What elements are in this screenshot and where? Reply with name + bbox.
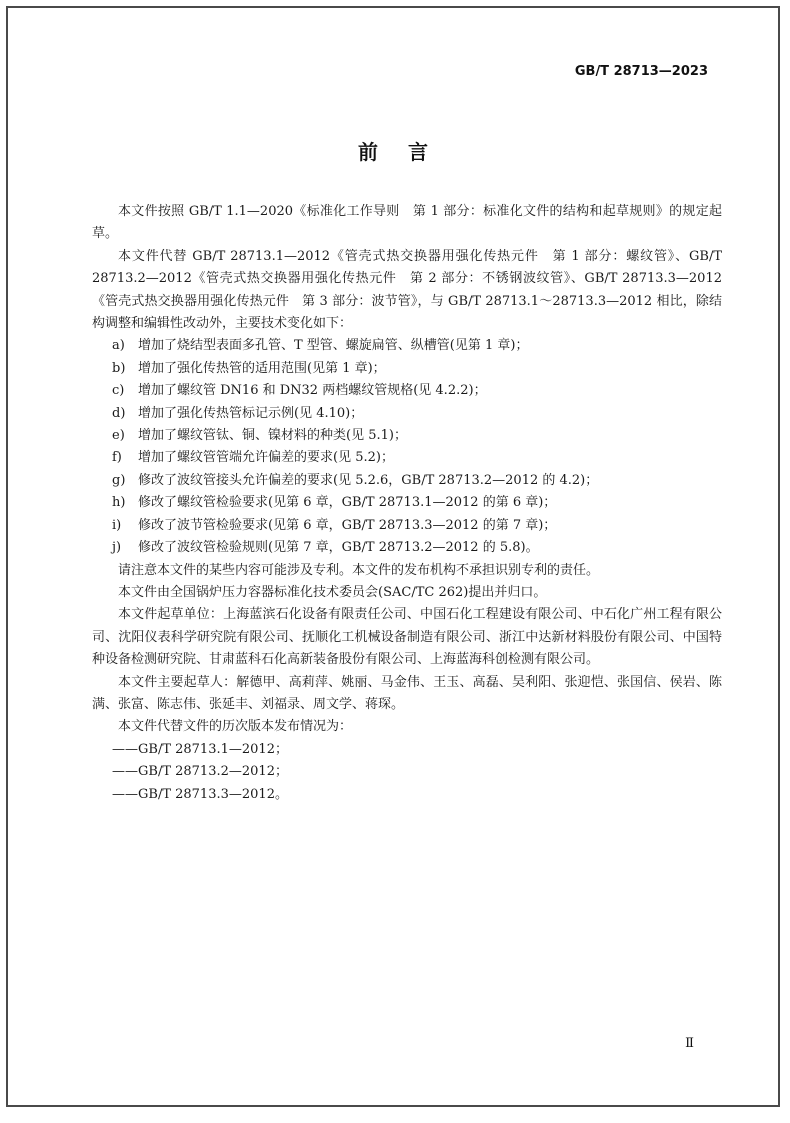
page-title: 前言 — [358, 140, 458, 164]
list-item-text: 增加了强化传热管标记示例(见 4.10)； — [138, 405, 364, 421]
paragraph-patent-notice: 请注意本文件的某些内容可能涉及专利。本文件的发布机构不承担识别专利的责任。 — [118, 562, 600, 578]
list-item — [92, 380, 722, 402]
history-item: ——GB/T 28713.1—2012； — [112, 741, 288, 757]
list-item — [92, 403, 722, 425]
list-marker: h) — [112, 495, 126, 511]
list-marker: e) — [112, 428, 125, 444]
list-item — [92, 537, 722, 559]
list-item — [92, 492, 722, 514]
list-marker: a) — [112, 338, 125, 354]
list-marker: d) — [112, 405, 126, 421]
document-body — [92, 201, 722, 806]
list-item-text: 修改了波纹管接头允许偏差的要求(见 5.2.6，GB/T 28713.2—2012 的 4.2)； — [138, 472, 599, 488]
list-item-text: 修改了波纹管检验规则(见第 7 章，GB/T 28713.2—2012 的 5.8)。 — [138, 540, 539, 556]
list-marker: i) — [112, 517, 122, 533]
paragraph-history-intro: 本文件代替文件的历次版本发布情况为： — [118, 719, 353, 735]
paragraph-drafters: 本文件主要起草人：解德甲、高莉萍、姚丽、马金伟、王玉、高磊、吴利阳、张迎恺、张国信、侯岩、陈满、张富、陈志伟、张延丰、刘福录、周文学、蒋琛。 — [92, 674, 722, 712]
page-number: Ⅱ — [685, 1036, 694, 1051]
list-item — [92, 470, 722, 492]
list-item-text: 修改了螺纹管检验要求(见第 6 章，GB/T 28713.1—2012 的第 6 章)； — [138, 495, 557, 511]
standard-code: GB/T 28713—2023 — [574, 64, 708, 79]
list-item — [92, 335, 722, 357]
list-item — [92, 515, 722, 537]
list-marker: g) — [112, 472, 126, 488]
list-item-text: 增加了螺纹管 DN16 和 DN32 两档螺纹管规格(见 4.2.2)； — [138, 383, 487, 399]
list-item-text: 增加了螺纹管钛、铜、镍材料的种类(见 5.1)； — [138, 428, 407, 444]
list-item-text: 增加了强化传热管的适用范围(见第 1 章)； — [138, 360, 386, 376]
list-marker: j) — [112, 540, 122, 556]
list-item — [92, 358, 722, 380]
list-item-text: 增加了烧结型表面多孔管、T 型管、螺旋扁管、纵槽管(见第 1 章)； — [138, 338, 529, 354]
list-marker: f) — [112, 450, 122, 466]
list-item — [92, 447, 722, 469]
paragraph-replacement: 本文件代替 GB/T 28713.1—2012《管壳式热交换器用强化传热元件 第 1 部分：螺纹管》、GB/T 28713.2—2012《管壳式热交换器用强化传热元件 第 2 部分：不锈钢波纹管》、GB/T 28713.3—2012《管壳式热交换器用强化传热元件 第 3 部分：波节管》，与 GB/T 28713.1～28713.3—2012 相比，除结构调整和编辑性改动外，主要技术变化如下： — [92, 248, 722, 332]
list-item-text: 修改了波节管检验要求(见第 6 章，GB/T 28713.3—2012 的第 7 章)； — [138, 517, 557, 533]
history-item: ——GB/T 28713.2—2012； — [112, 764, 288, 780]
list-marker: c) — [112, 383, 125, 399]
list-item-text: 增加了螺纹管管端允许偏差的要求(见 5.2)； — [138, 450, 394, 466]
list-item — [92, 425, 722, 447]
paragraph-proposer: 本文件由全国锅炉压力容器标准化技术委员会(SAC/TC 262)提出并归口。 — [118, 584, 547, 600]
paragraph-drafting-units: 本文件起草单位：上海蓝滨石化设备有限责任公司、中国石化工程建设有限公司、中石化广州工程有限公司、沈阳仪表科学研究院有限公司、抚顺化工机械设备制造有限公司、浙江中达新材料股份有限公司、中国特种设备检测研究院、甘肃蓝科石化高新装备股份有限公司、上海蓝海科创检测有限公司。 — [92, 607, 722, 668]
paragraph-drafting-rules: 本文件按照 GB/T 1.1—2020《标准化工作导则 第 1 部分：标准化文件的结构和起草规则》的规定起草。 — [92, 204, 722, 242]
list-marker: b) — [112, 360, 126, 376]
history-item: ——GB/T 28713.3—2012。 — [112, 786, 288, 802]
document-page — [6, 6, 780, 1107]
